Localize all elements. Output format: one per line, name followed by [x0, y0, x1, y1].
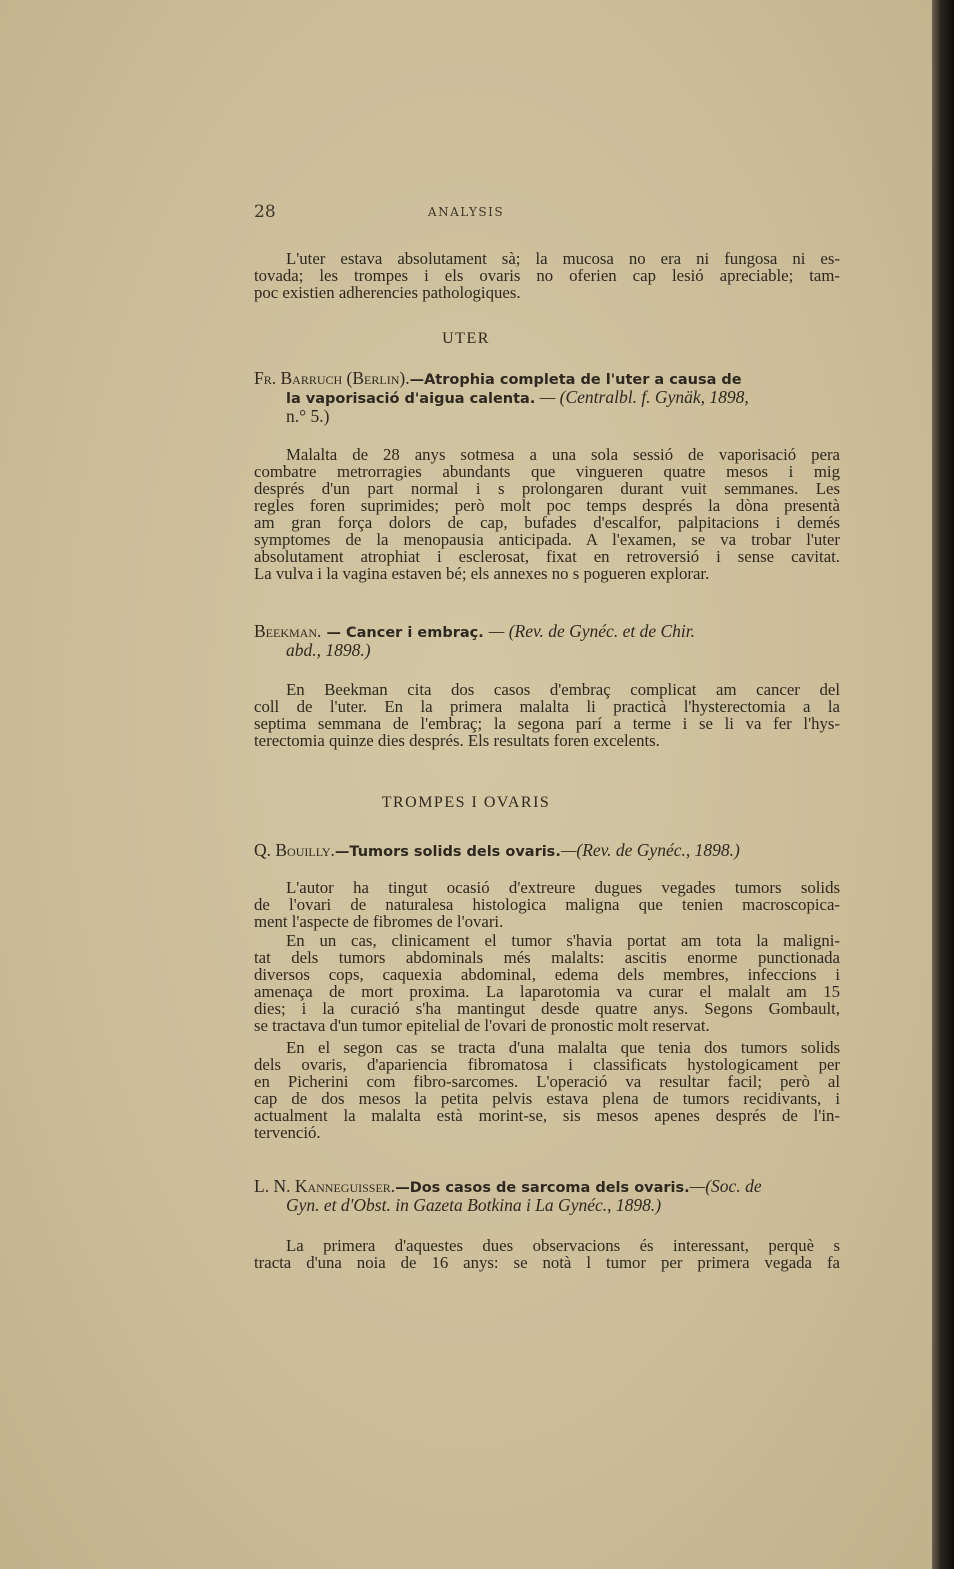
- entry-source: —(Soc. de: [689, 1176, 762, 1196]
- entry-source: abd., 1898.): [286, 640, 371, 660]
- text-line: tat dels tumors abdominals més malalts: ascitis enorme punctionada: [254, 948, 840, 967]
- entry-author: Beekman.: [254, 621, 322, 641]
- text-line: se tractava d'un tumor epitelial de l'ovari de pronostic molt reservat.: [254, 1016, 710, 1035]
- text-line: després d'un part normal i s prolongaren durant vuit semmanes. Les: [254, 479, 840, 498]
- text-line: En el segon cas se tracta d'una malalta que tenia dos tumors solids: [286, 1038, 840, 1057]
- text-line: tovada; les trompes i els ovaris no oferien cap lesió apreciable; tam-: [254, 266, 840, 285]
- text-line: tervenció.: [254, 1123, 321, 1142]
- entry-author: Q. Bouilly.: [254, 840, 335, 860]
- text-line: coll de l'uter. En la primera malalta li practicà l'hysterectomia a la: [254, 697, 840, 716]
- text-line: combatre metrorragies abundants que vingueren quatre mesos i mig: [254, 462, 840, 481]
- text-line: symptomes de la menopausia anticipada. A l'examen, se va trobar l'uter: [254, 530, 840, 549]
- entry-kanneguisser: [254, 1178, 844, 1214]
- text-line: tracta d'una noia de 16 anys: se notà l tumor per primera vegada fa: [254, 1253, 840, 1272]
- page-number: 28: [254, 202, 276, 222]
- text-line: Malalta de 28 anys sotmesa a una sola sessió de vaporisació pera: [286, 445, 840, 464]
- entry-source: Gyn. et d'Obst. in Gazeta Botkina i La Gynéc., 1898.): [286, 1195, 662, 1215]
- text-line: L'uter estava absolutament sà; la mucosa no era ni fungosa ni es-: [286, 249, 840, 268]
- text-line: am gran força dolors de cap, bufades d'escalfor, palpitacions i demés: [254, 513, 840, 532]
- text-line: en Picherini com fibro-sarcomes. L'operació va resultar facil; però al: [254, 1072, 840, 1091]
- text-line: amenaça de mort proxima. La laparotomia va curar el malalt am 15: [254, 982, 840, 1001]
- entry-title: la vaporisació d'aigua calenta.: [286, 391, 536, 407]
- section-heading-trompes: TROMPES I OVARIS: [381, 794, 551, 811]
- text-line: dels ovaris, d'apariencia fibromatosa i classificats hystologicament per: [254, 1055, 840, 1074]
- text-line: poc existien adherencies pathologiques.: [254, 283, 521, 302]
- entry-barruch: [254, 370, 844, 425]
- text-line: terectomia quinze dies després. Els resultats foren excelents.: [254, 731, 660, 750]
- entry-title: —Atrophia completa de l'uter a causa de: [409, 372, 742, 388]
- entry-source: n.° 5.): [286, 406, 330, 426]
- entry-source: —(Rev. de Gynéc., 1898.): [560, 840, 740, 860]
- text-line: absolutament atrophiat i esclerosat, fixat en retroversió i sense cavitat.: [254, 547, 840, 566]
- entry-title: — Cancer i embraç.: [321, 625, 489, 641]
- entry-author: Fr. Barruch (Berlin).: [254, 368, 410, 388]
- text-line: de l'ovari de naturalesa histologica maligna que tenien macroscopica-: [254, 895, 840, 914]
- entry-title: —Dos casos de sarcoma dels ovaris.: [395, 1180, 690, 1196]
- entry-source: — (Rev. de Gynéc. et de Chir.: [488, 621, 695, 641]
- text-line: La vulva i la vagina estaven bé; els annexes no s pogueren explorar.: [254, 564, 710, 583]
- book-spine-edge: [932, 0, 954, 1569]
- text-line: septima semmana de l'embraç; la segona parí a terme i se li va fer l'hys-: [254, 714, 840, 733]
- text-line: En un cas, clinicament el tumor s'havia portat am tota la maligni-: [286, 931, 840, 950]
- text-line: L'autor ha tingut ocasió d'extreure dugues vegades tumors solids: [286, 878, 840, 897]
- entry-bouilly: [254, 842, 844, 861]
- entry-author: L. N. Kanneguisser.: [254, 1176, 396, 1196]
- text-line: La primera d'aquestes dues observacions és interessant, perquè s: [286, 1236, 840, 1255]
- entry-source: — (Centralbl. f. Gynäk, 1898,: [539, 387, 749, 407]
- running-title: ANALYSIS: [427, 205, 505, 219]
- text-line: cap de dos mesos la petita pelvis estava plena de tumors recidivants, i: [254, 1089, 840, 1108]
- text-line: ment l'aspecte de fibromes de l'ovari.: [254, 912, 504, 931]
- entry-beekman: [254, 623, 844, 659]
- text-line: dies; i la curació s'ha mantingut desde quatre anys. Segons Gombault,: [254, 999, 840, 1018]
- text-line: regles foren suprimides; però molt poc temps després la dòna presentà: [254, 496, 840, 515]
- section-heading-uter: UTER: [442, 330, 490, 347]
- text-line: actualment la malalta està morint-se, sis mesos apenes després de l'in-: [254, 1106, 840, 1125]
- text-line: En Beekman cita dos casos d'embraç complicat am cancer del: [286, 680, 840, 699]
- entry-title: —Tumors solids dels ovaris.: [334, 844, 561, 860]
- text-line: diversos cops, caquexia abdominal, edema dels membres, infeccions i: [254, 965, 840, 984]
